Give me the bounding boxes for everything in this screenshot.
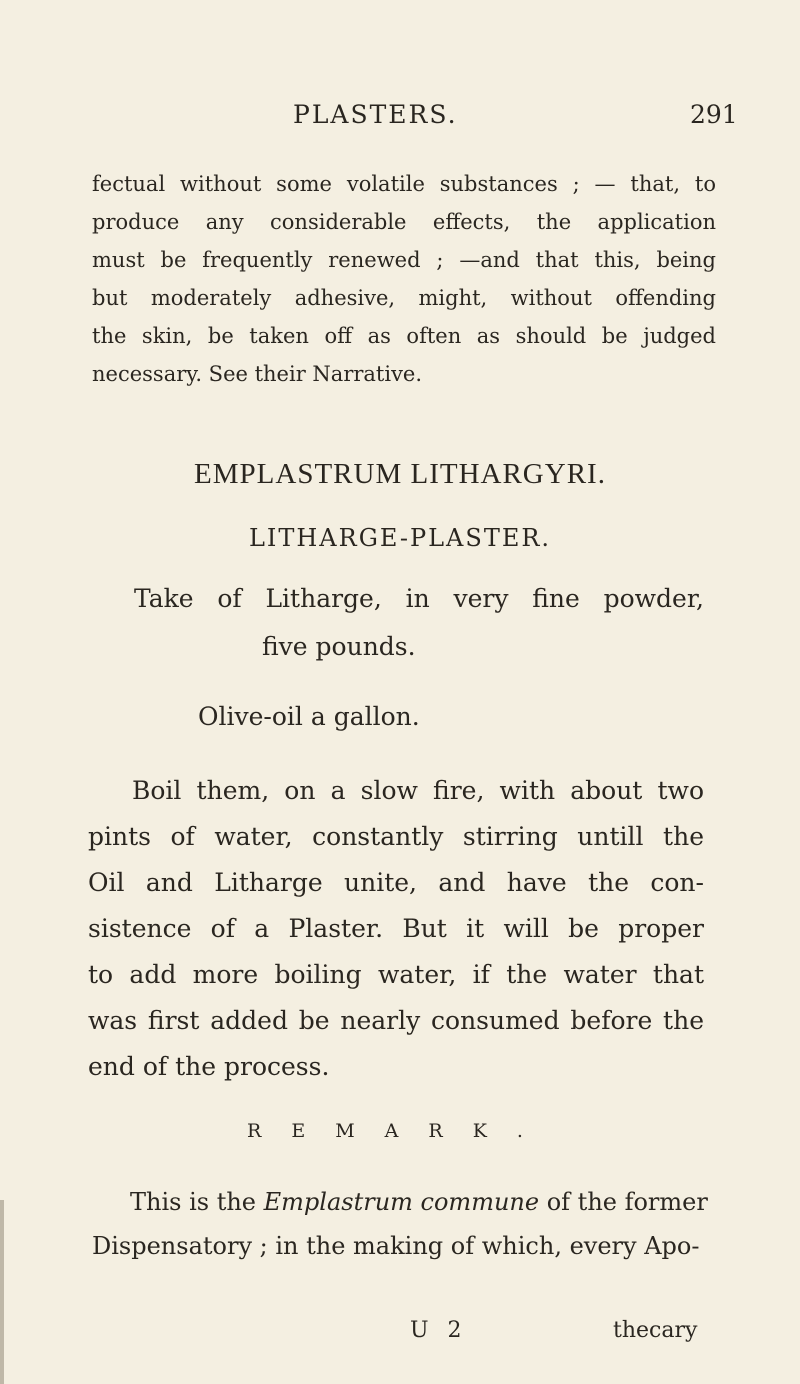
text-line: sistence of a Plaster. But it will be proper [88,914,704,943]
page-edge-shadow [0,1200,4,1384]
signature-mark: U 2 [410,1318,468,1343]
text-line: the skin, be taken off as often as should be judged [92,324,716,348]
running-head [0,100,800,140]
text-line: was first added be nearly consumed before the [88,1006,704,1035]
recipe-line: Olive-oil a gallon. [198,702,420,731]
text-line [130,1188,708,1216]
recipe-line: Take of Litharge, in very fine powder, [134,584,704,613]
text-line: Dispensatory ; in the making of which, every Apo- [92,1232,700,1260]
main-heading: EMPLASTRUM LITHARGYRI. [194,458,606,490]
text-line: pints of water, constantly stirring untill the [88,822,704,851]
text-line: end of the process. [88,1052,330,1081]
text-line: to add more boiling water, if the water that [88,960,704,989]
text-line: Boil them, on a slow fire, with about two [132,776,704,805]
running-title: PLASTERS. [293,100,458,129]
text-line: Oil and Litharge unite, and have the con- [88,868,704,897]
remark-heading: REMARK. [247,1120,553,1142]
text-line: necessary. See their Narrative. [92,362,423,386]
page-number: 291 [690,100,738,129]
text-line: fectual without some volatile substances ; — that, to [92,172,716,196]
text-line: must be frequently renewed ; —and that this, being [92,248,716,272]
text-span: of the former [539,1188,708,1216]
catchword: thecary [613,1318,698,1343]
latin-term: Emplastrum commune [263,1188,540,1216]
text-line: but moderately adhesive, might, without offending [92,286,716,310]
sub-heading: LITHARGE-PLASTER. [248,524,552,552]
recipe-line: five pounds. [262,632,416,661]
text-line: produce any considerable effects, the application [92,210,716,234]
text-span: This is the [130,1188,264,1216]
